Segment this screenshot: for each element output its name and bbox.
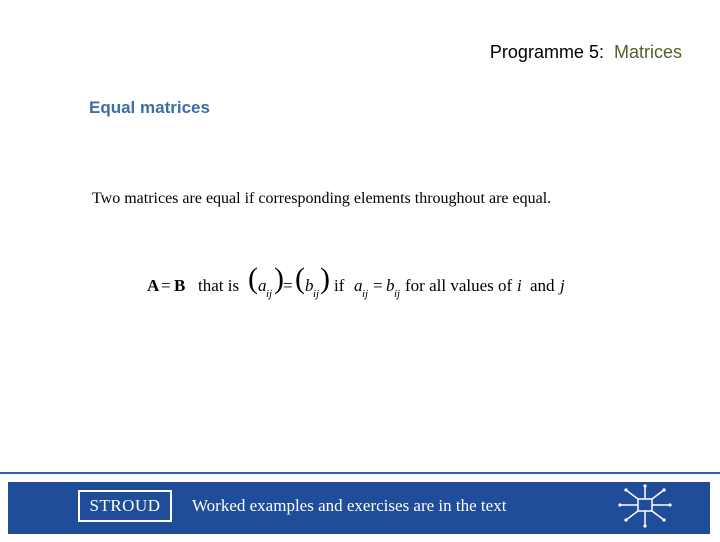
that-is-text: that is [198,276,240,295]
subscript-ij: ij [362,288,369,300]
slide-header [490,42,682,63]
body-text: Two matrices are equal if corresponding elements throughout are equal. [92,190,552,207]
element-a: a [354,276,363,295]
subscript-ij: ij [266,288,273,300]
index-i: i [517,276,522,295]
equals-sign: = [283,276,293,295]
left-paren: ( [248,262,258,295]
footer-note: Worked examples and exercises are in the text [192,496,507,515]
programme-label: Programme 5: [489,42,604,62]
if-text: if [334,276,345,295]
subscript-ij: ij [313,288,320,300]
element-b: b [386,276,395,295]
equality-formula [147,262,587,308]
for-all-text: for all values of [405,276,513,295]
programme-topic: Matrices [613,42,682,62]
stroud-brand: STROUD [78,490,172,522]
section-title: Equal matrices [89,98,210,117]
and-text: and [530,276,555,295]
matrix-a: A [147,276,160,295]
element-a: a [258,276,267,295]
equals-sign: = [161,276,171,295]
subscript-ij: ij [394,288,401,300]
network-logo-icon [618,484,672,528]
right-paren: ) [320,262,330,295]
equals-sign: = [373,276,383,295]
right-paren: ) [274,262,284,295]
matrix-b: B [174,276,186,295]
left-paren: ( [295,262,305,295]
index-j: j [560,276,565,295]
element-b: b [305,276,314,295]
